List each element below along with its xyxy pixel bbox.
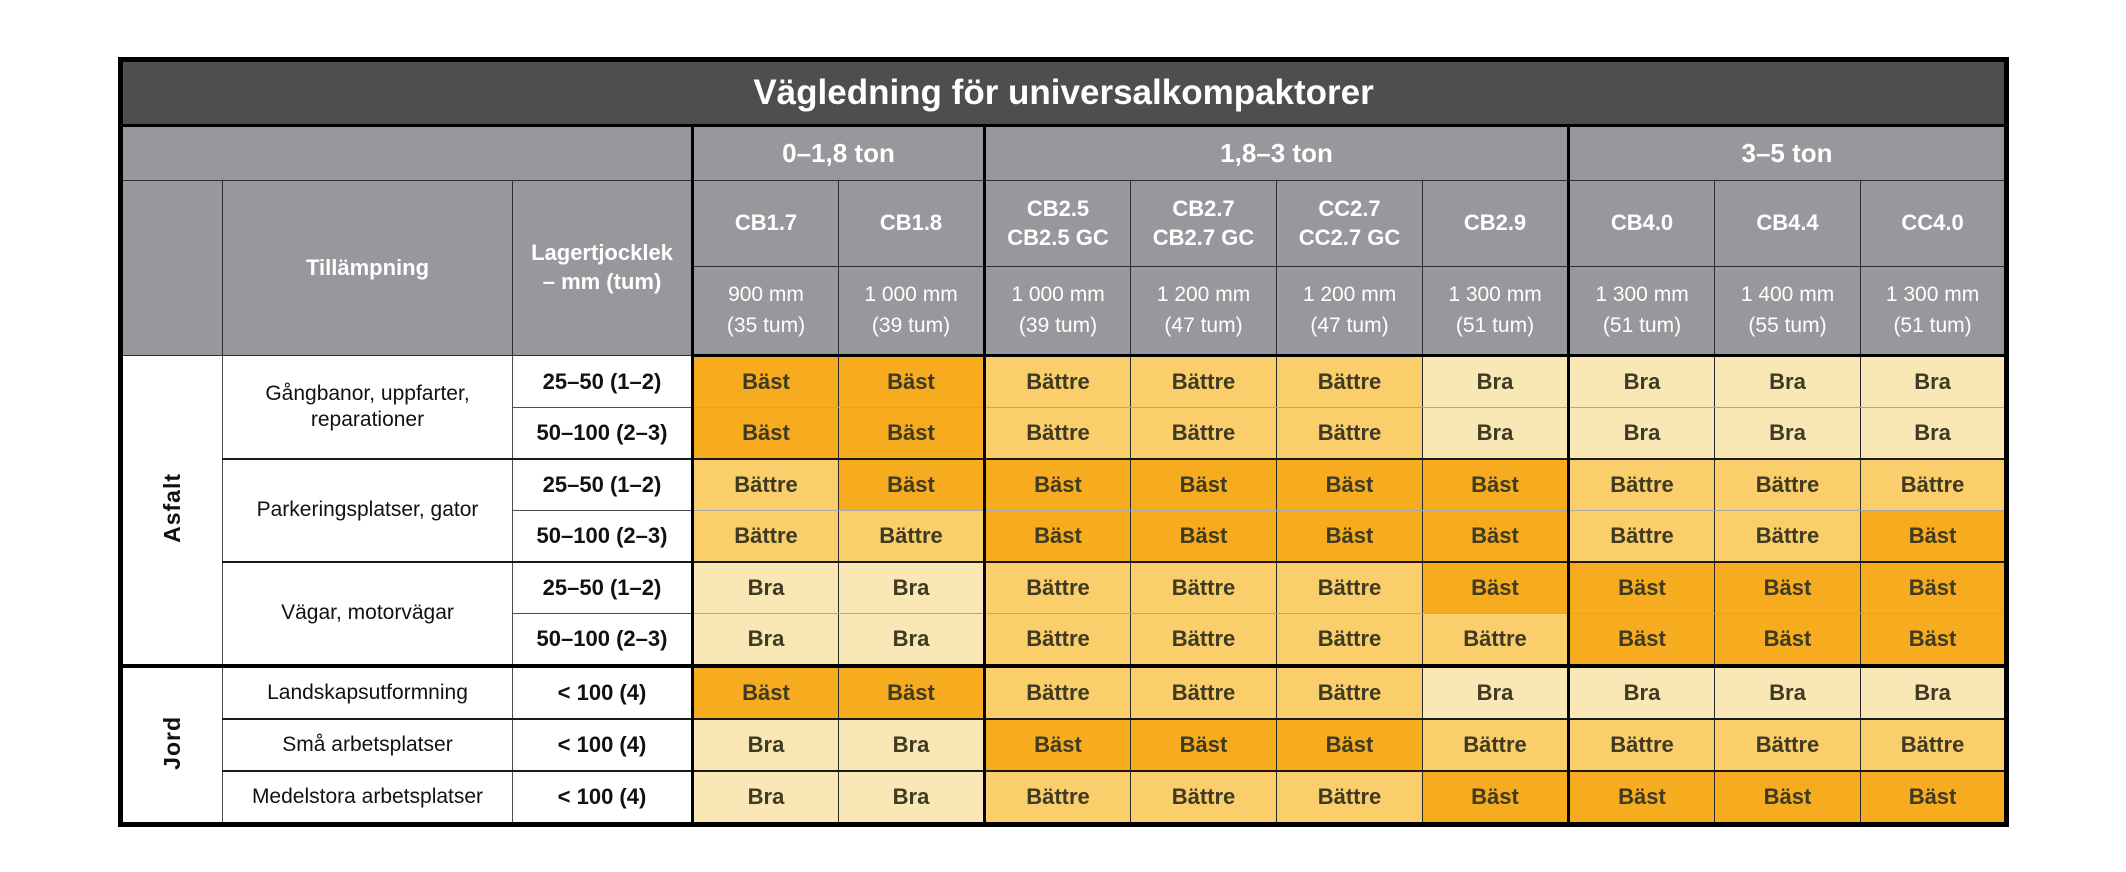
rating-cell: Bra <box>1569 408 1715 460</box>
rating-cell: Bäst <box>1569 614 1715 667</box>
application-label: Vägar, motorvägar <box>223 562 513 666</box>
compaction-guide-table <box>118 57 2009 827</box>
layer-thickness: 25–50 (1–2) <box>513 459 693 511</box>
group-column-header <box>121 181 223 356</box>
rating-cell: Bra <box>693 562 839 614</box>
rating-cell: Bättre <box>1569 719 1715 771</box>
rating-cell: Bättre <box>1277 614 1423 667</box>
model-header: CB2.9 <box>1423 181 1569 267</box>
rating-cell: Bäst <box>1715 771 1861 825</box>
drum-width-header: 900 mm (35 tum) <box>693 267 839 356</box>
rating-cell: Bäst <box>839 459 985 511</box>
drum-width-header: 1 200 mm (47 tum) <box>1277 267 1423 356</box>
model-header: CB4.4 <box>1715 181 1861 267</box>
rating-cell: Bättre <box>1131 408 1277 460</box>
table-row <box>121 771 2007 825</box>
rating-cell: Bäst <box>1861 771 2007 825</box>
drum-width-header: 1 000 mm (39 tum) <box>839 267 985 356</box>
rating-cell: Bättre <box>985 614 1131 667</box>
rating-cell: Bra <box>839 719 985 771</box>
rating-cell: Bättre <box>1715 719 1861 771</box>
layer-thickness: < 100 (4) <box>513 771 693 825</box>
rating-cell: Bra <box>1861 408 2007 460</box>
table-row <box>121 562 2007 614</box>
rating-cell: Bra <box>1861 356 2007 408</box>
rating-cell: Bättre <box>1861 459 2007 511</box>
rating-cell: Bäst <box>693 408 839 460</box>
rating-cell: Bra <box>839 562 985 614</box>
rating-cell: Bättre <box>985 666 1131 719</box>
rating-cell: Bäst <box>1277 511 1423 563</box>
weight-class-header: 0–1,8 ton <box>693 126 985 181</box>
model-header: CB1.7 <box>693 181 839 267</box>
rating-cell: Bäst <box>1131 511 1277 563</box>
rating-cell: Bäst <box>985 511 1131 563</box>
drum-width-header: 1 300 mm (51 tum) <box>1423 267 1569 356</box>
rating-cell: Bäst <box>1277 459 1423 511</box>
rating-cell: Bättre <box>1131 356 1277 408</box>
rating-cell: Bra <box>839 771 985 825</box>
material-group-text: Jord <box>159 715 185 770</box>
rating-cell: Bra <box>1861 666 2007 719</box>
rating-cell: Bättre <box>1277 666 1423 719</box>
rating-cell: Bäst <box>1569 562 1715 614</box>
layer-thickness: < 100 (4) <box>513 666 693 719</box>
ratings-body <box>121 356 2007 825</box>
drum-width-header: 1 000 mm (39 tum) <box>985 267 1131 356</box>
model-header: CB1.8 <box>839 181 985 267</box>
model-header: CB2.7 CB2.7 GC <box>1131 181 1277 267</box>
rating-cell: Bra <box>1715 408 1861 460</box>
rating-cell: Bättre <box>985 408 1131 460</box>
rating-cell: Bäst <box>1569 771 1715 825</box>
rating-cell: Bättre <box>1131 614 1277 667</box>
rating-cell: Bra <box>1423 408 1569 460</box>
table-row <box>121 356 2007 408</box>
rating-cell: Bäst <box>1861 562 2007 614</box>
rating-cell: Bättre <box>839 511 985 563</box>
application-label: Medelstora arbetsplatser <box>223 771 513 825</box>
rating-cell: Bäst <box>985 459 1131 511</box>
rating-cell: Bra <box>1715 666 1861 719</box>
rating-cell: Bättre <box>1277 408 1423 460</box>
layer-thickness: 50–100 (2–3) <box>513 614 693 667</box>
model-header: CB2.5 CB2.5 GC <box>985 181 1131 267</box>
rating-cell: Bra <box>1423 356 1569 408</box>
rating-cell: Bäst <box>1277 719 1423 771</box>
rating-cell: Bäst <box>839 408 985 460</box>
layer-thickness: < 100 (4) <box>513 719 693 771</box>
rating-cell: Bäst <box>1131 719 1277 771</box>
rating-cell: Bra <box>1423 666 1569 719</box>
header-left-spacer <box>121 126 693 181</box>
rating-cell: Bättre <box>1131 666 1277 719</box>
application-label: Landskapsutformning <box>223 666 513 719</box>
rating-cell: Bra <box>839 614 985 667</box>
rating-cell: Bättre <box>1423 614 1569 667</box>
layer-thickness: 25–50 (1–2) <box>513 356 693 408</box>
layer-thickness: 50–100 (2–3) <box>513 511 693 563</box>
rating-cell: Bättre <box>693 459 839 511</box>
rating-cell: Bättre <box>1277 771 1423 825</box>
rating-cell: Bra <box>1715 356 1861 408</box>
layer-thickness: 25–50 (1–2) <box>513 562 693 614</box>
rating-cell: Bättre <box>1423 719 1569 771</box>
drum-width-header: 1 300 mm (51 tum) <box>1861 267 2007 356</box>
rating-cell: Bättre <box>985 562 1131 614</box>
rating-cell: Bättre <box>985 771 1131 825</box>
rating-cell: Bättre <box>1861 719 2007 771</box>
rating-cell: Bäst <box>985 719 1131 771</box>
rating-cell: Bättre <box>1131 562 1277 614</box>
compaction-guide-table-wrap <box>118 57 2009 827</box>
model-header: CC2.7 CC2.7 GC <box>1277 181 1423 267</box>
rating-cell: Bäst <box>1423 562 1569 614</box>
rating-cell: Bäst <box>1423 459 1569 511</box>
rating-cell: Bäst <box>1861 614 2007 667</box>
rating-cell: Bra <box>1569 666 1715 719</box>
rating-cell: Bättre <box>1277 356 1423 408</box>
rating-cell: Bra <box>693 771 839 825</box>
rating-cell: Bättre <box>1715 511 1861 563</box>
material-group-text: Asfalt <box>159 472 185 543</box>
page-title: Vägledning för universalkompaktorer <box>121 60 2007 126</box>
rating-cell: Bättre <box>1131 771 1277 825</box>
weight-class-row <box>121 126 2007 181</box>
rating-cell: Bäst <box>693 666 839 719</box>
material-group-label <box>121 356 223 667</box>
rating-cell: Bättre <box>1569 459 1715 511</box>
weight-class-header: 3–5 ton <box>1569 126 2007 181</box>
rating-cell: Bättre <box>1569 511 1715 563</box>
thickness-column-header: Lagertjocklek – mm (tum) <box>513 181 693 356</box>
application-label: Gångbanor, uppfarter, reparationer <box>223 356 513 460</box>
drum-width-header: 1 200 mm (47 tum) <box>1131 267 1277 356</box>
layer-thickness: 50–100 (2–3) <box>513 408 693 460</box>
rating-cell: Bäst <box>1715 562 1861 614</box>
rating-cell: Bra <box>693 719 839 771</box>
table-row <box>121 719 2007 771</box>
title-row <box>121 60 2007 126</box>
table-row <box>121 459 2007 511</box>
rating-cell: Bäst <box>1423 771 1569 825</box>
rating-cell: Bäst <box>693 356 839 408</box>
rating-cell: Bäst <box>1715 614 1861 667</box>
rating-cell: Bättre <box>1277 562 1423 614</box>
drum-width-header: 1 400 mm (55 tum) <box>1715 267 1861 356</box>
application-column-header: Tillämpning <box>223 181 513 356</box>
weight-class-header: 1,8–3 ton <box>985 126 1569 181</box>
application-label: Små arbetsplatser <box>223 719 513 771</box>
rating-cell: Bäst <box>839 356 985 408</box>
rating-cell: Bättre <box>985 356 1131 408</box>
rating-cell: Bäst <box>1423 511 1569 563</box>
rating-cell: Bäst <box>839 666 985 719</box>
rating-cell: Bättre <box>1715 459 1861 511</box>
model-header-row <box>121 181 2007 267</box>
model-header: CC4.0 <box>1861 181 2007 267</box>
material-group-label <box>121 666 223 825</box>
drum-width-header: 1 300 mm (51 tum) <box>1569 267 1715 356</box>
rating-cell: Bra <box>1569 356 1715 408</box>
rating-cell: Bättre <box>693 511 839 563</box>
table-row <box>121 666 2007 719</box>
rating-cell: Bra <box>693 614 839 667</box>
rating-cell: Bäst <box>1861 511 2007 563</box>
model-header: CB4.0 <box>1569 181 1715 267</box>
rating-cell: Bäst <box>1131 459 1277 511</box>
application-label: Parkeringsplatser, gator <box>223 459 513 562</box>
